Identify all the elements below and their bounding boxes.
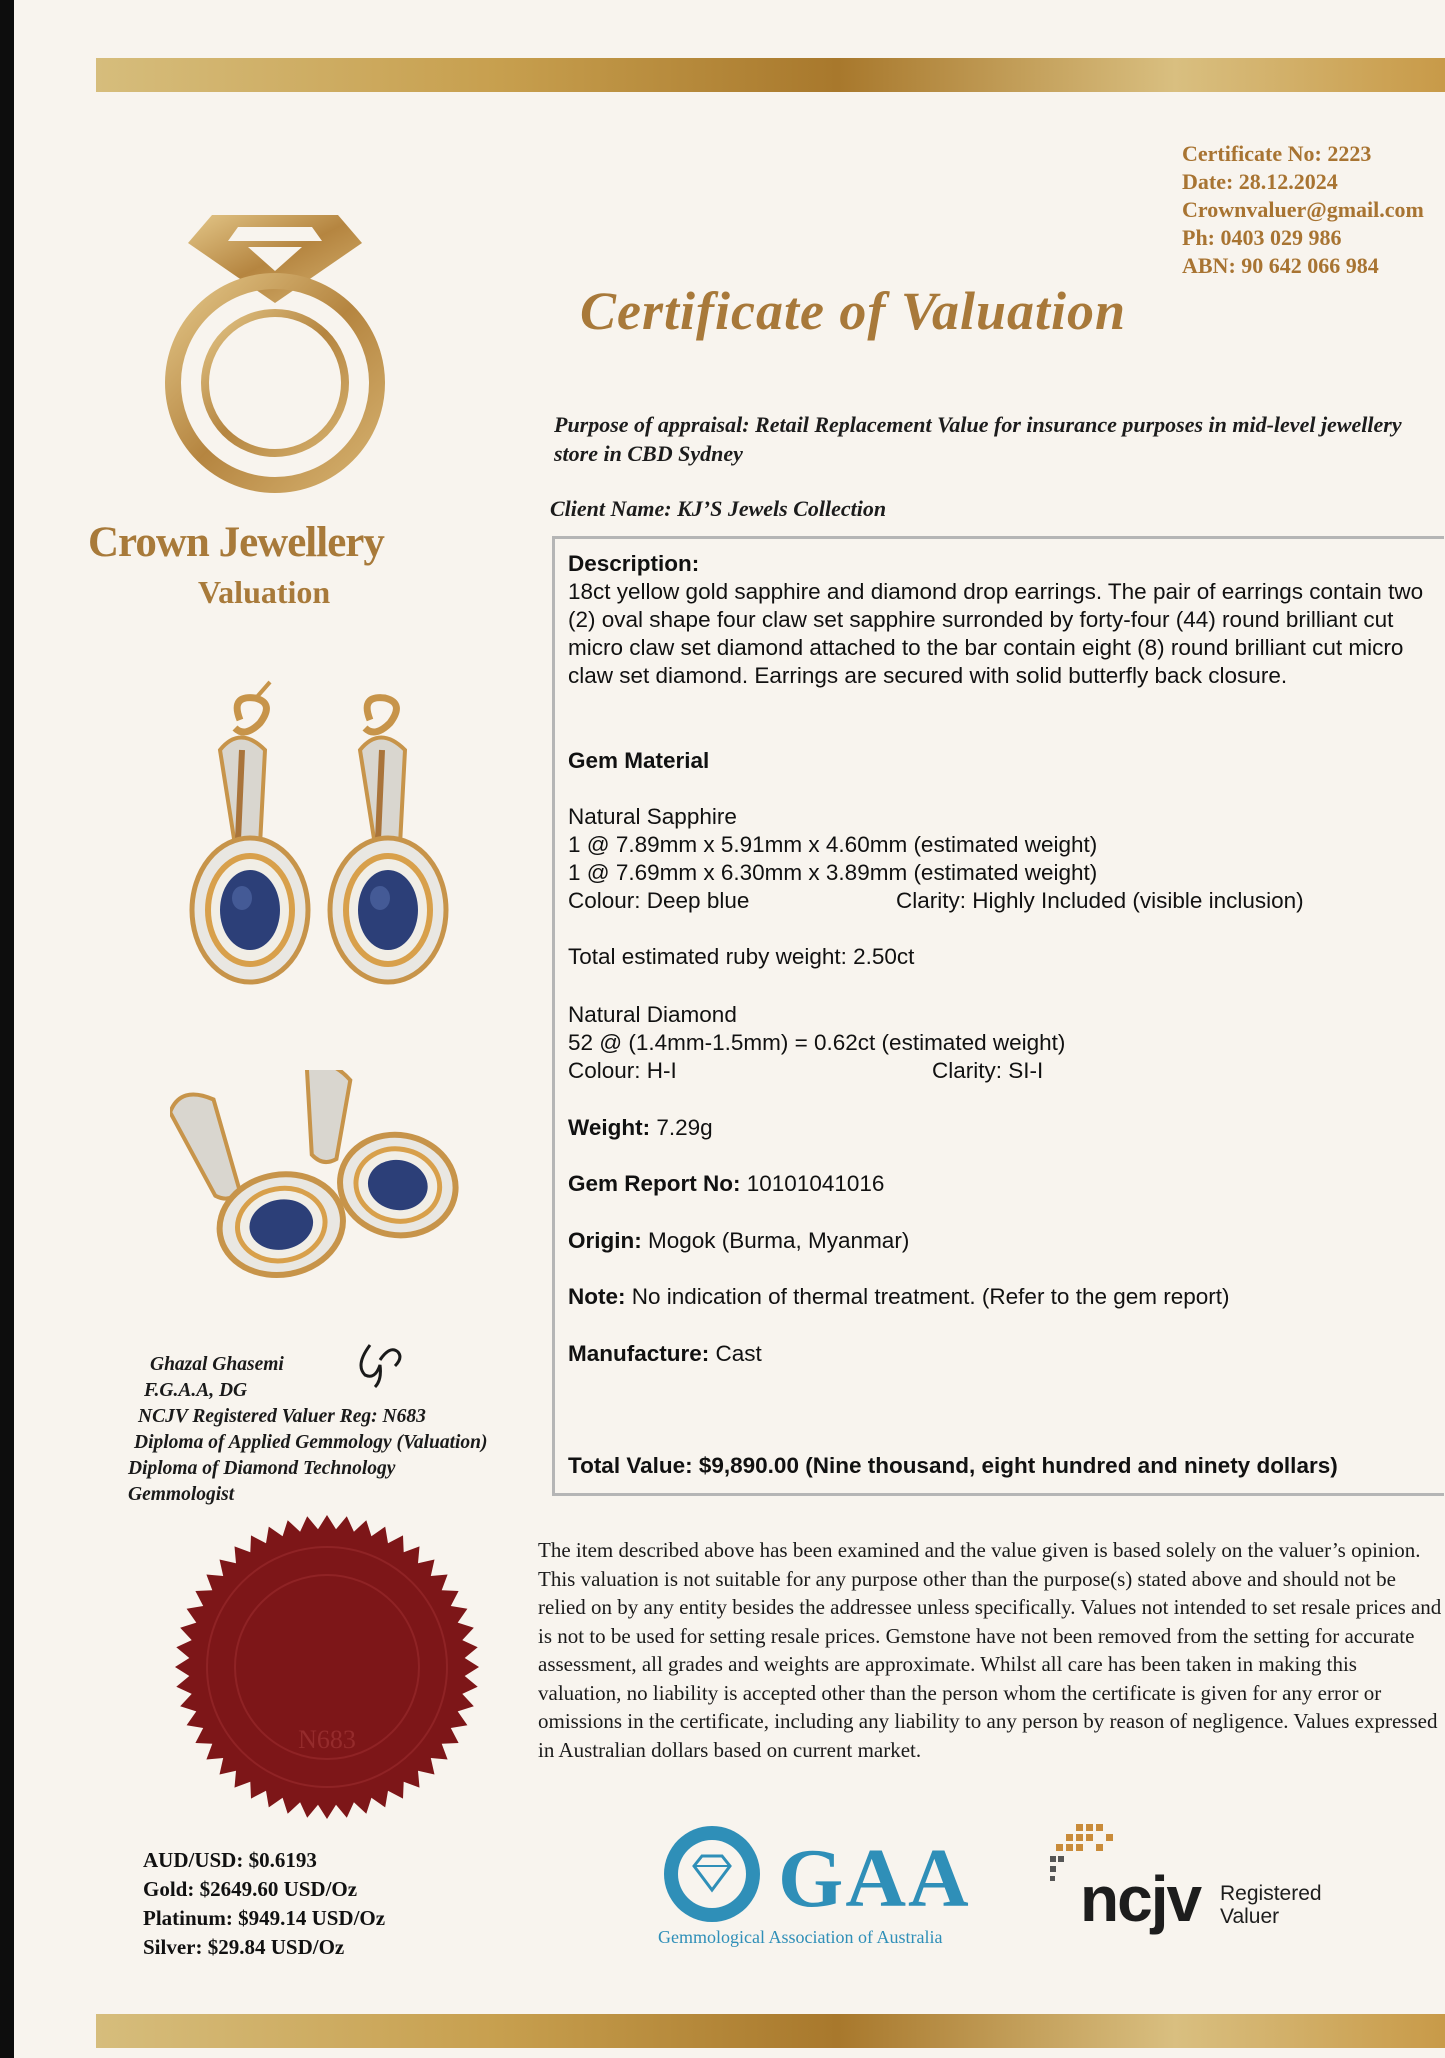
ncjv-registered: Registered	[1220, 1882, 1322, 1905]
seal-number: N683	[298, 1725, 356, 1754]
gem-report-label: Gem Report No:	[568, 1171, 741, 1196]
certificate-date: Date: 28.12.2024	[1182, 169, 1338, 194]
certificate-phone: Ph: 0403 029 986	[1182, 225, 1342, 250]
crown-ring-logo-icon	[150, 205, 400, 495]
metal-prices	[143, 1846, 385, 1962]
gem-report-value: 10101041016	[740, 1171, 885, 1196]
weight-value: 7.29g	[650, 1115, 713, 1140]
total-estimated-weight: Total estimated ruby weight: 2.50ct	[568, 944, 915, 969]
sapphire-measure-2: 1 @ 7.69mm x 6.30mm x 3.89mm (estimated weight)	[568, 860, 1098, 885]
ncjv-valuer: Valuer	[1220, 1905, 1280, 1928]
note-value: No indication of thermal treatment. (Refer to the gem report)	[625, 1284, 1230, 1309]
weight-row	[568, 1114, 713, 1142]
valuer-diploma-1: Diploma of Applied Gemmology (Valuation)	[134, 1432, 488, 1453]
description-heading: Description:	[568, 551, 700, 576]
brand-name: Crown Jewellery	[88, 519, 384, 566]
brand-subtitle: Valuation	[198, 574, 331, 610]
note-row	[568, 1283, 1230, 1311]
origin-value: Mogok (Burma, Myanmar)	[641, 1228, 910, 1253]
sapphire-title: Natural Sapphire	[568, 804, 737, 829]
wax-seal-icon	[172, 1512, 482, 1822]
certificate-email: Crownvaluer@gmail.com	[1182, 197, 1424, 222]
page-title: Certificate of Valuation	[580, 281, 1127, 341]
diamond-colour: Colour: H-I	[568, 1058, 677, 1083]
scan-edge	[0, 0, 14, 2058]
disclaimer-text: The item described above has been examined and the value given is based solely on the valuer’s opinion. This valuation is not suitable for any purpose other than the purpose(s) stated above and should not be relied on by any entity besides the addressee unless specifically. Values not intended to set resale prices and is not to be used for setting resale prices. Gemstone have not been removed from the setting for accurate assessment, all grades and weights are approximate. Whilst all care has been taken in making this valuation, no liability is accepted other than the person whom the certificate is given for any error or omissions in the certificate, including any liability to any person by reason of negligence. Values expressed in Australian dollars based on current market.	[538, 1538, 1442, 1762]
silver-price: Silver: $29.84 USD/Oz	[143, 1935, 345, 1959]
note-label: Note:	[568, 1284, 626, 1309]
signature-icon	[350, 1340, 410, 1390]
manufacture-label: Manufacture:	[568, 1341, 710, 1366]
ncjv-logo-text: ncjv	[1080, 1863, 1201, 1935]
weight-label: Weight:	[568, 1115, 651, 1140]
gem-material-heading: Gem Material	[568, 748, 710, 773]
client-name: Client Name: KJ’S Jewels Collection	[550, 496, 887, 521]
sapphire-colour: Colour: Deep blue	[568, 888, 750, 913]
manufacture-row	[568, 1340, 762, 1368]
diamond-measure: 52 @ (1.4mm-1.5mm) = 0.62ct (estimated weight)	[568, 1030, 1066, 1055]
valuer-qualifications: F.G.A.A, DG	[144, 1380, 248, 1401]
certificate-abn: ABN: 90 642 066 984	[1182, 253, 1379, 278]
sapphire-clarity: Clarity: Highly Included (visible inclusion)	[896, 888, 1304, 913]
top-gold-band	[96, 58, 1445, 92]
gaa-subtitle: Gemmological Association of Australia	[658, 1927, 943, 1947]
purpose-of-appraisal: Purpose of appraisal: Retail Replacement Value for insurance purposes in mid-level jewellery store in CBD Sydney	[554, 412, 1402, 466]
manufacture-value: Cast	[709, 1341, 762, 1366]
bottom-gold-band	[96, 2014, 1445, 2048]
origin-row	[568, 1227, 909, 1255]
origin-label: Origin:	[568, 1228, 642, 1253]
valuer-role: Gemmologist	[128, 1484, 235, 1505]
ncjv-registered-valuer	[1220, 1882, 1322, 1928]
gaa-emblem-icon	[660, 1822, 764, 1926]
valuer-diploma-2: Diploma of Diamond Technology	[128, 1458, 396, 1479]
sapphire-measure-1: 1 @ 7.89mm x 5.91mm x 4.60mm (estimated weight)	[568, 832, 1098, 857]
valuer-name: Ghazal Ghasemi	[150, 1354, 284, 1375]
diamond-title: Natural Diamond	[568, 1002, 737, 1027]
certificate-info	[1182, 140, 1424, 280]
earrings-photo-side	[170, 1070, 470, 1300]
platinum-price: Platinum: $949.14 USD/Oz	[143, 1906, 386, 1930]
valuer-registration: NCJV Registered Valuer Reg: N683	[138, 1406, 426, 1427]
description-text: 18ct yellow gold sapphire and diamond drop earrings. The pair of earrings contain two (2) oval shape four claw set sapphire surronded by forty-four (44) round brilliant cut micro claw set diamond attached to the bar contain eight (8) round brilliant cut micro claw set diamond. Earrings are secured with solid butterfly back closure.	[568, 579, 1424, 688]
total-value: Total Value: $9,890.00 (Nine thousand, eight hundred and ninety dollars)	[568, 1453, 1338, 1478]
earrings-photo-front	[180, 680, 450, 1000]
gaa-logo-text: GAA	[778, 1832, 971, 1925]
aud-usd-rate: AUD/USD: $0.6193	[143, 1848, 317, 1872]
certificate-number: Certificate No: 2223	[1182, 141, 1372, 166]
diamond-clarity: Clarity: SI-I	[932, 1058, 1044, 1083]
gem-report-row	[568, 1170, 884, 1198]
gold-price: Gold: $2649.60 USD/Oz	[143, 1877, 358, 1901]
